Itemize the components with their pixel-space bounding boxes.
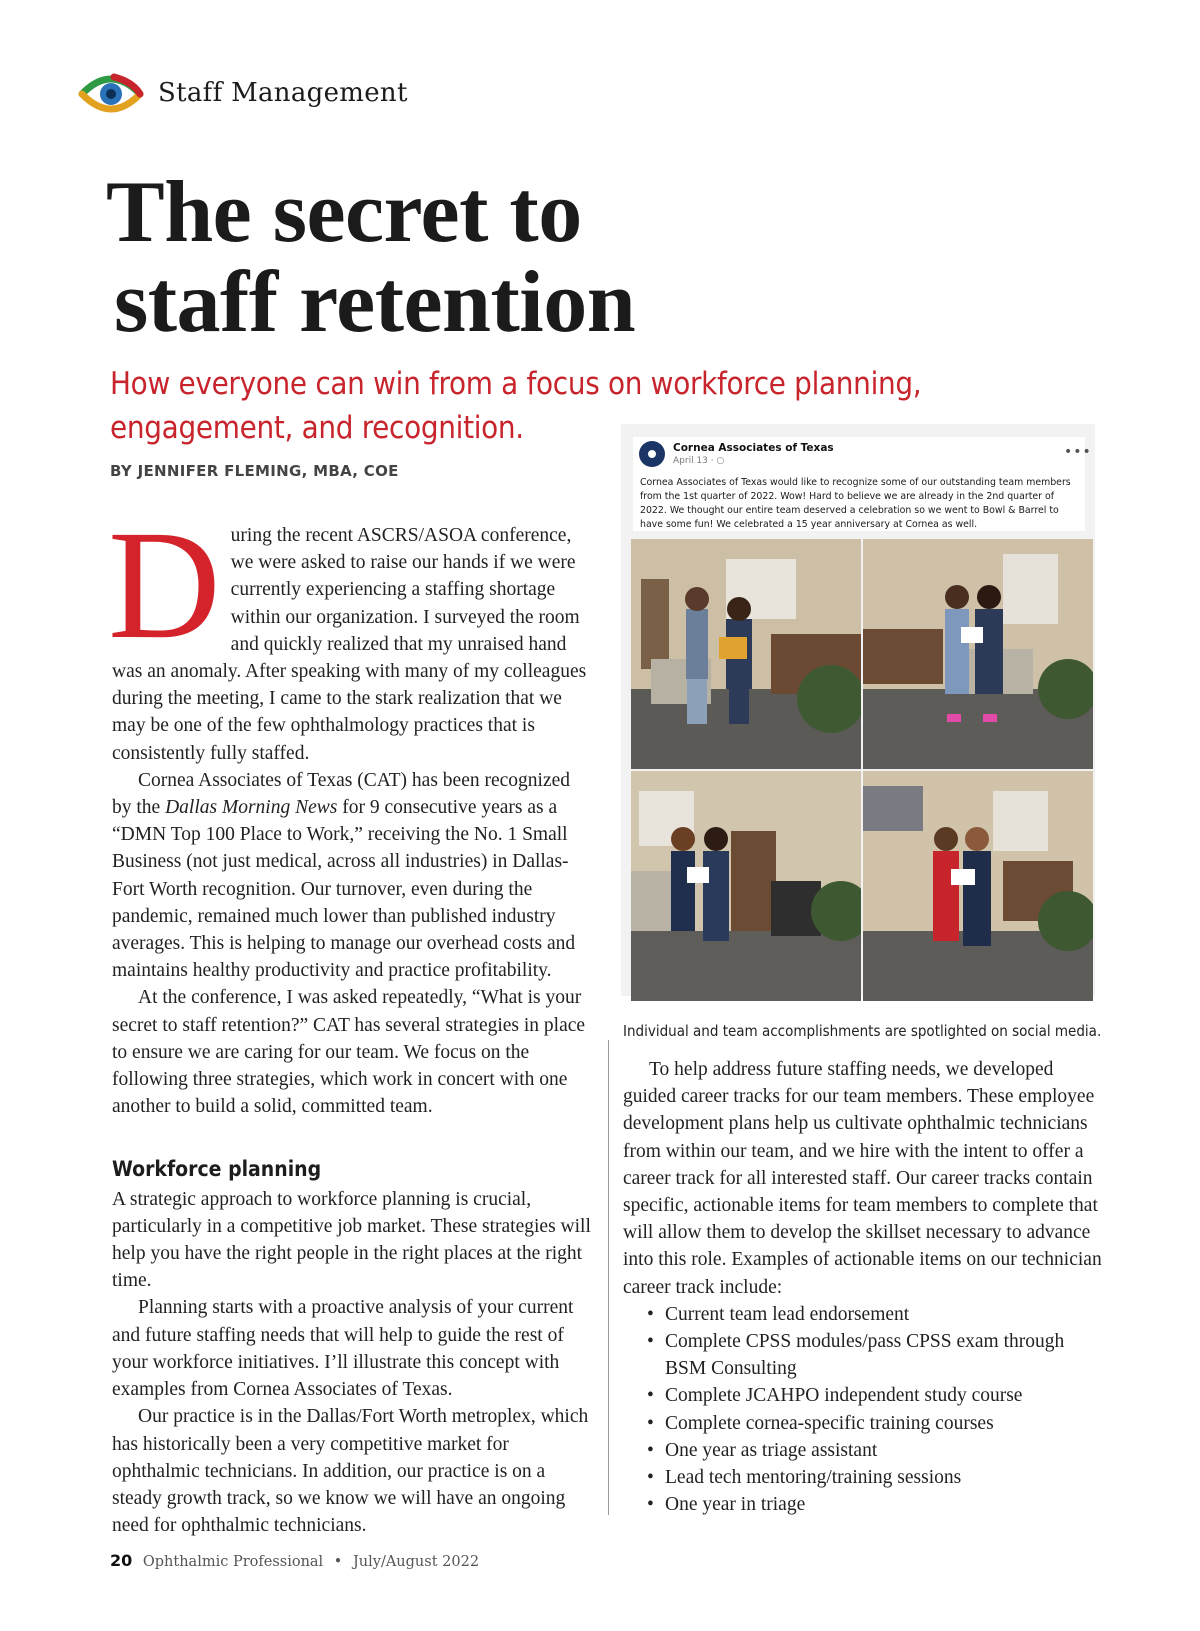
paragraph-recognition [112,767,594,985]
list-item: • Current team lead endorsement [647,1301,1105,1328]
paragraph-career-tracks: To help address future staffing needs, we developed guided career tracks for our team members. These employee development plans help us cultivate ophthalmic technicians from within our team, and we hire with the intent to offer a career track for all interested staff. Our career tracks contain specific, actionable items for team members to complete that will allow them to develop the skillset necessary to advance into this role. Examples of actionable items on our technician career track include: [623,1059,1102,1298]
team-photo-2 [863,539,1093,769]
list-item: • Complete JCAHPO independent study course [647,1382,1105,1409]
career-track-list [623,1301,1105,1519]
issue-date: July/August 2022 [352,1554,480,1570]
list-item: • Complete cornea-specific training courses [647,1410,1105,1437]
footer-separator: • [333,1554,343,1570]
paragraph-practice: Our practice is in the Dallas/Fort Worth metroplex, which has historically been a very competitive market for ophthalmic technicians. In addition, our practice is on a steady growth track, so we know we will have an ongoing need for ophthalmic technicians. [112,1406,589,1537]
title-line-2: staff retention [114,254,636,351]
section-label: Staff Management [158,78,408,108]
body-column-right [623,1056,1105,1518]
newspaper-name: Dallas Morning News [165,797,338,819]
post-date-text: April 13 · [673,456,717,466]
title-line-1: The secret to [106,164,582,261]
subhead-workforce-planning: Workforce planning [112,1157,322,1182]
list-item: • One year as triage assistant [647,1437,1105,1464]
paragraph-intro [108,498,594,767]
team-photo-1 [631,539,861,769]
paragraph-planning: Planning starts with a proactive analysis of your current and future staffing needs that will help to guide the rest of your workforce initiatives. I’ll illustrate this concept with examples from Cornea Associates of Texas. [112,1297,574,1401]
article-title [106,164,806,351]
drop-cap: D [108,498,221,671]
page-number: 20 [110,1551,133,1570]
list-item: • Complete CPSS modules/pass CPSS exam through BSM Consulting [647,1328,1105,1382]
globe-icon: ○ [716,456,725,466]
column-divider [608,1040,609,1515]
paragraph-intro-text: uring the recent ASCRS/ASOA conference, we were asked to raise our hands if we were currently experiencing a staffing shortage within our organization. I surveyed the room and quickly realized that my unraised hand was an anomaly. After speaking with many of my colleagues during the meeting, I came to the stark realization that we may be one of the few ophthalmology practices that is consistently fully staffed. [112,525,587,764]
byline: BY JENNIFER FLEMING, MBA, COE [110,462,399,480]
list-item: • Lead tech mentoring/training sessions [647,1464,1105,1491]
post-author: Cornea Associates of Texas [673,442,834,454]
team-photo-3 [631,771,861,1001]
list-item: • One year in triage [647,1491,1105,1518]
post-text: Cornea Associates of Texas would like to recognize some of our outstanding team members from the 1st quarter of 2022. Wow! Hard to believe we are already in the 2nd quarter of 2022. We thought our entire team deserved a celebration so we went to Bowl & Barrel to have some fun! We celebrated a 15 year anniversary at Cornea as well. [640,477,1071,530]
paragraph-recognition-text-a: Cornea Associates of Texas (CAT) has been recognized by the [112,769,571,819]
page-footer [110,1551,479,1570]
article-subtitle: How everyone can win from a focus on workforce planning, engagement, and recognition. [110,366,922,446]
publication-name: Ophthalmic Professional [142,1554,324,1570]
team-photo-4 [863,771,1093,1001]
more-options-icon: ••• [1064,444,1092,460]
body-column-left [108,498,594,1539]
figure-caption: Individual and team accomplishments are spotlighted on social media. [623,1022,1102,1040]
paragraph-recognition-text-b: for 9 consecutive years as a “DMN Top 100 Place to Work,” receiving the No. 1 Small Business (not just medical, across all industries) in Dallas-Fort Worth recognition. Our turnover, even during the pandemic, remained much lower than published industry averages. This is helping to manage our overhead costs and maintains healthy productivity and practice profitability. [112,797,576,982]
paragraph-strategic: A strategic approach to workforce planning is crucial, particularly in a competitive job market. These strategies will help you have the right people in the right places at the right time. [112,1188,591,1292]
post-date [673,456,724,466]
paragraph-conference: At the conference, I was asked repeatedly, “What is your secret to staff retention?” CAT has several strategies in place to ensure we are caring for our team. We focus on the following three strategies, which work in concert with one another to build a solid, committed team. [112,987,586,1118]
eye-logo-icon [78,68,144,120]
company-avatar-icon [639,441,665,467]
